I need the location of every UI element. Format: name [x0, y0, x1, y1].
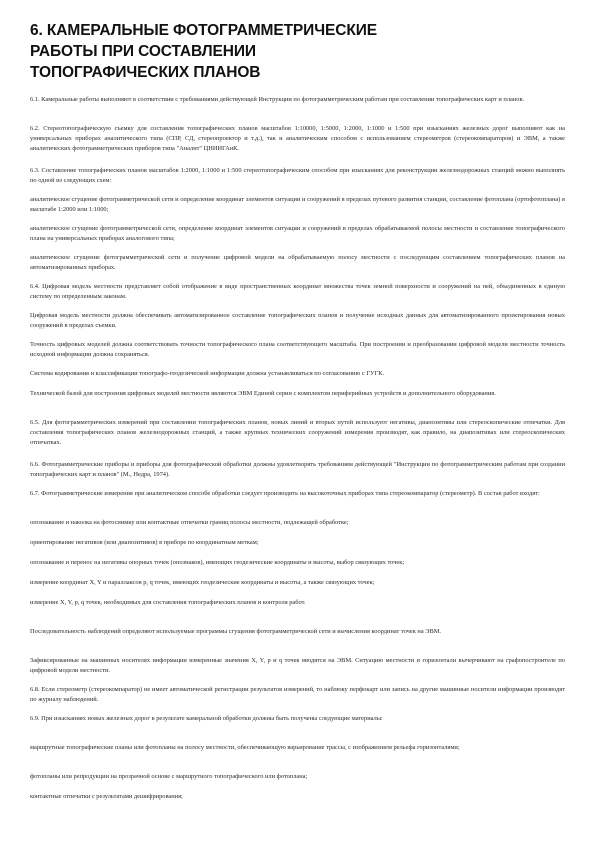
paragraph-digital-model-1: Цифровая модель местности должна обеспечивать автоматизированное составление топографических планов и получение исходных данных для автоматизированного проектирования новых сооружений в пределах съемки. [30, 312, 565, 329]
paragraph-sequence: Последовательность наблюдений определяют используемые программы сгущения фотограмметрической сети и вычисления координат точек на ЭВМ. [30, 628, 442, 635]
paragraph-6-4: 6.4. Цифровая модель местности представляет собой отображение в виде пространственных координат множества точек земной поверхности и сооружений на ней, объединенных в единую систему по определенным законам. [30, 283, 565, 300]
paragraph-recorded-values: Зафиксированные на машинных носителях информации измеренные значения X, Y, p и q точек вводятся на ЭВМ. Ситуацию местности и горизонтали вычерчивают на графопостроителе по цифровой модели местности. [30, 657, 565, 674]
list-item: маршрутные топографические планы или фотопланы на полосу местности, обеспечивающую варьирование трассы, с изображением рельефа горизонталями; [30, 744, 460, 751]
paragraph-6-2: 6.2. Стереотопографическую съемку для составления топографических планов масштабов 1:10000, 1:5000, 1:2000, 1:1000 и 1:500 при изысканиях железных дорог выполняют как на универсальных приборах аналитического типа (СПР, СД, стереопроектор и т.д.), так и аналитическим способом с использованием стереометров (стереокомпараторов) и ЭВМ, а также аналитических фотограмметрических приборов типа "Аналит" ЦНИИГАиК. [30, 125, 565, 152]
list-item: измерение X, Y, p, q точек, необходимых для составления топографических планов и контроля работ. [30, 599, 306, 606]
paragraph-coding-system: Система кодирования и классификации топографо-геодезической информации должна устанавливаться по согласованию с ГУГК. [30, 370, 385, 377]
section-title [30, 20, 570, 83]
list-item: измерение координат X, Y и параллаксов p, q точек, имеющих геодезические координаты и высоты, а также связующих точек; [30, 579, 375, 586]
title-line: 6. КАМЕРАЛЬНЫЕ ФОТОГРАММЕТРИЧЕСКИЕ [30, 22, 377, 39]
paragraph-6-8: 6.8. Если стереометр (стереокомпаратор) не имеет автоматической регистрации результатов измерений, то наблюку перфокарт или запись на другие машинные носители информации производят по журналу наблюдений. [30, 686, 565, 703]
title-line: РАБОТЫ ПРИ СОСТАВЛЕНИИ [30, 43, 256, 60]
paragraph-6-6: 6.6. Фотограмметрические приборы и приборы для фотографической обработки должны удовлетворять требованиям действующей "Инструкции по фотограмметрическим работам при создании топографических карт и планов" (М., Недра, 1974). [30, 461, 565, 478]
paragraph-technical-base: Технической базой для построения цифровых моделей местности являются ЭВМ Единой серии с комплектом периферийных устройств и дополнительного оборудования. [30, 390, 496, 397]
paragraph-6-9: 6.9. При изысканиях новых железных дорог в результате камеральной обработки должны быть получены следующие материалы: [30, 715, 383, 722]
paragraph-6-7: 6.7. Фотограмметрические измерения при аналитическом способе обработки следует производить на высокоточных приборах типа стереокомпаратор (стереометр). В состав работ входят: [30, 490, 540, 497]
list-item: фотопланы или репродукции на прозрачной основе с маршрутного топографического или фотоплана; [30, 773, 308, 780]
paragraph-scheme-2: аналитическое сгущение фотограмметрической сети, определение координат элементов ситуации и сооружений в пределах обрабатываемой полосы местности и составление топографического плана на универсальных приборах аналогового типа; [30, 225, 565, 242]
paragraph-6-3: 6.3. Составление топографических планов масштабов 1:2000, 1:1000 и 1:500 стереотопографическим способом при изысканиях для реконструкции железнодорожных станций можно выполнять по одной из следующих схем: [30, 167, 565, 184]
list-item: ориентирование негативов (или диапозитивов) в приборе по координатным меткам; [30, 539, 259, 546]
paragraph-scheme-3: аналитическое сгущение фотограмметрической сети и получение цифровой модели на обрабатываемую полосу местности с последующим составлением топографических планов на автоматизированных приборах. [30, 254, 565, 271]
title-line: ТОПОГРАФИЧЕСКИХ ПЛАНОВ [30, 64, 261, 81]
paragraph-scheme-1: аналитическое сгущение фотограмметрической сети и определение координат элементов ситуации и сооружений в пределах путевого развития станции, составление фотоплана (ортофотоплана) в масштабе 1:2000 или 1:1000; [30, 196, 565, 213]
list-item: контактные отпечатки с результатами дешифрирования; [30, 793, 183, 800]
list-item: опознавание и наколка на фотоснимку или контактные отпечатки границ полосы местности, подлежащей обработке; [30, 519, 349, 526]
paragraph-digital-model-2: Точность цифровых моделей должна соответствовать точности топографического плана соответствующего масштаба. При построении и преобразовании цифровой модели местности точность исходной информации должна сохраняться. [30, 341, 565, 358]
paragraph-6-5: 6.5. Для фотограмметрических измерений при составлении топографических планов, новых линий и вторых путей используют негативы, диапозитивы или стереоскопические отпечатки. Для составления топографических планов железнодорожных станций, а также крупных технических сооружений измерения производят, как правило, на диапозитивах или стереоскопических отпечатках. [30, 419, 565, 446]
list-item: опознавание и перенос на негативы опорных точек (опознаков), имеющих геодезические координаты и высоты, выбор связующих точек; [30, 559, 405, 566]
paragraph-6-1: 6.1. Камеральные работы выполняют в соответствии с требованиями действующей Инструкции по фотограмметрическим работам при составлении топографических карт и планов. [30, 96, 525, 103]
